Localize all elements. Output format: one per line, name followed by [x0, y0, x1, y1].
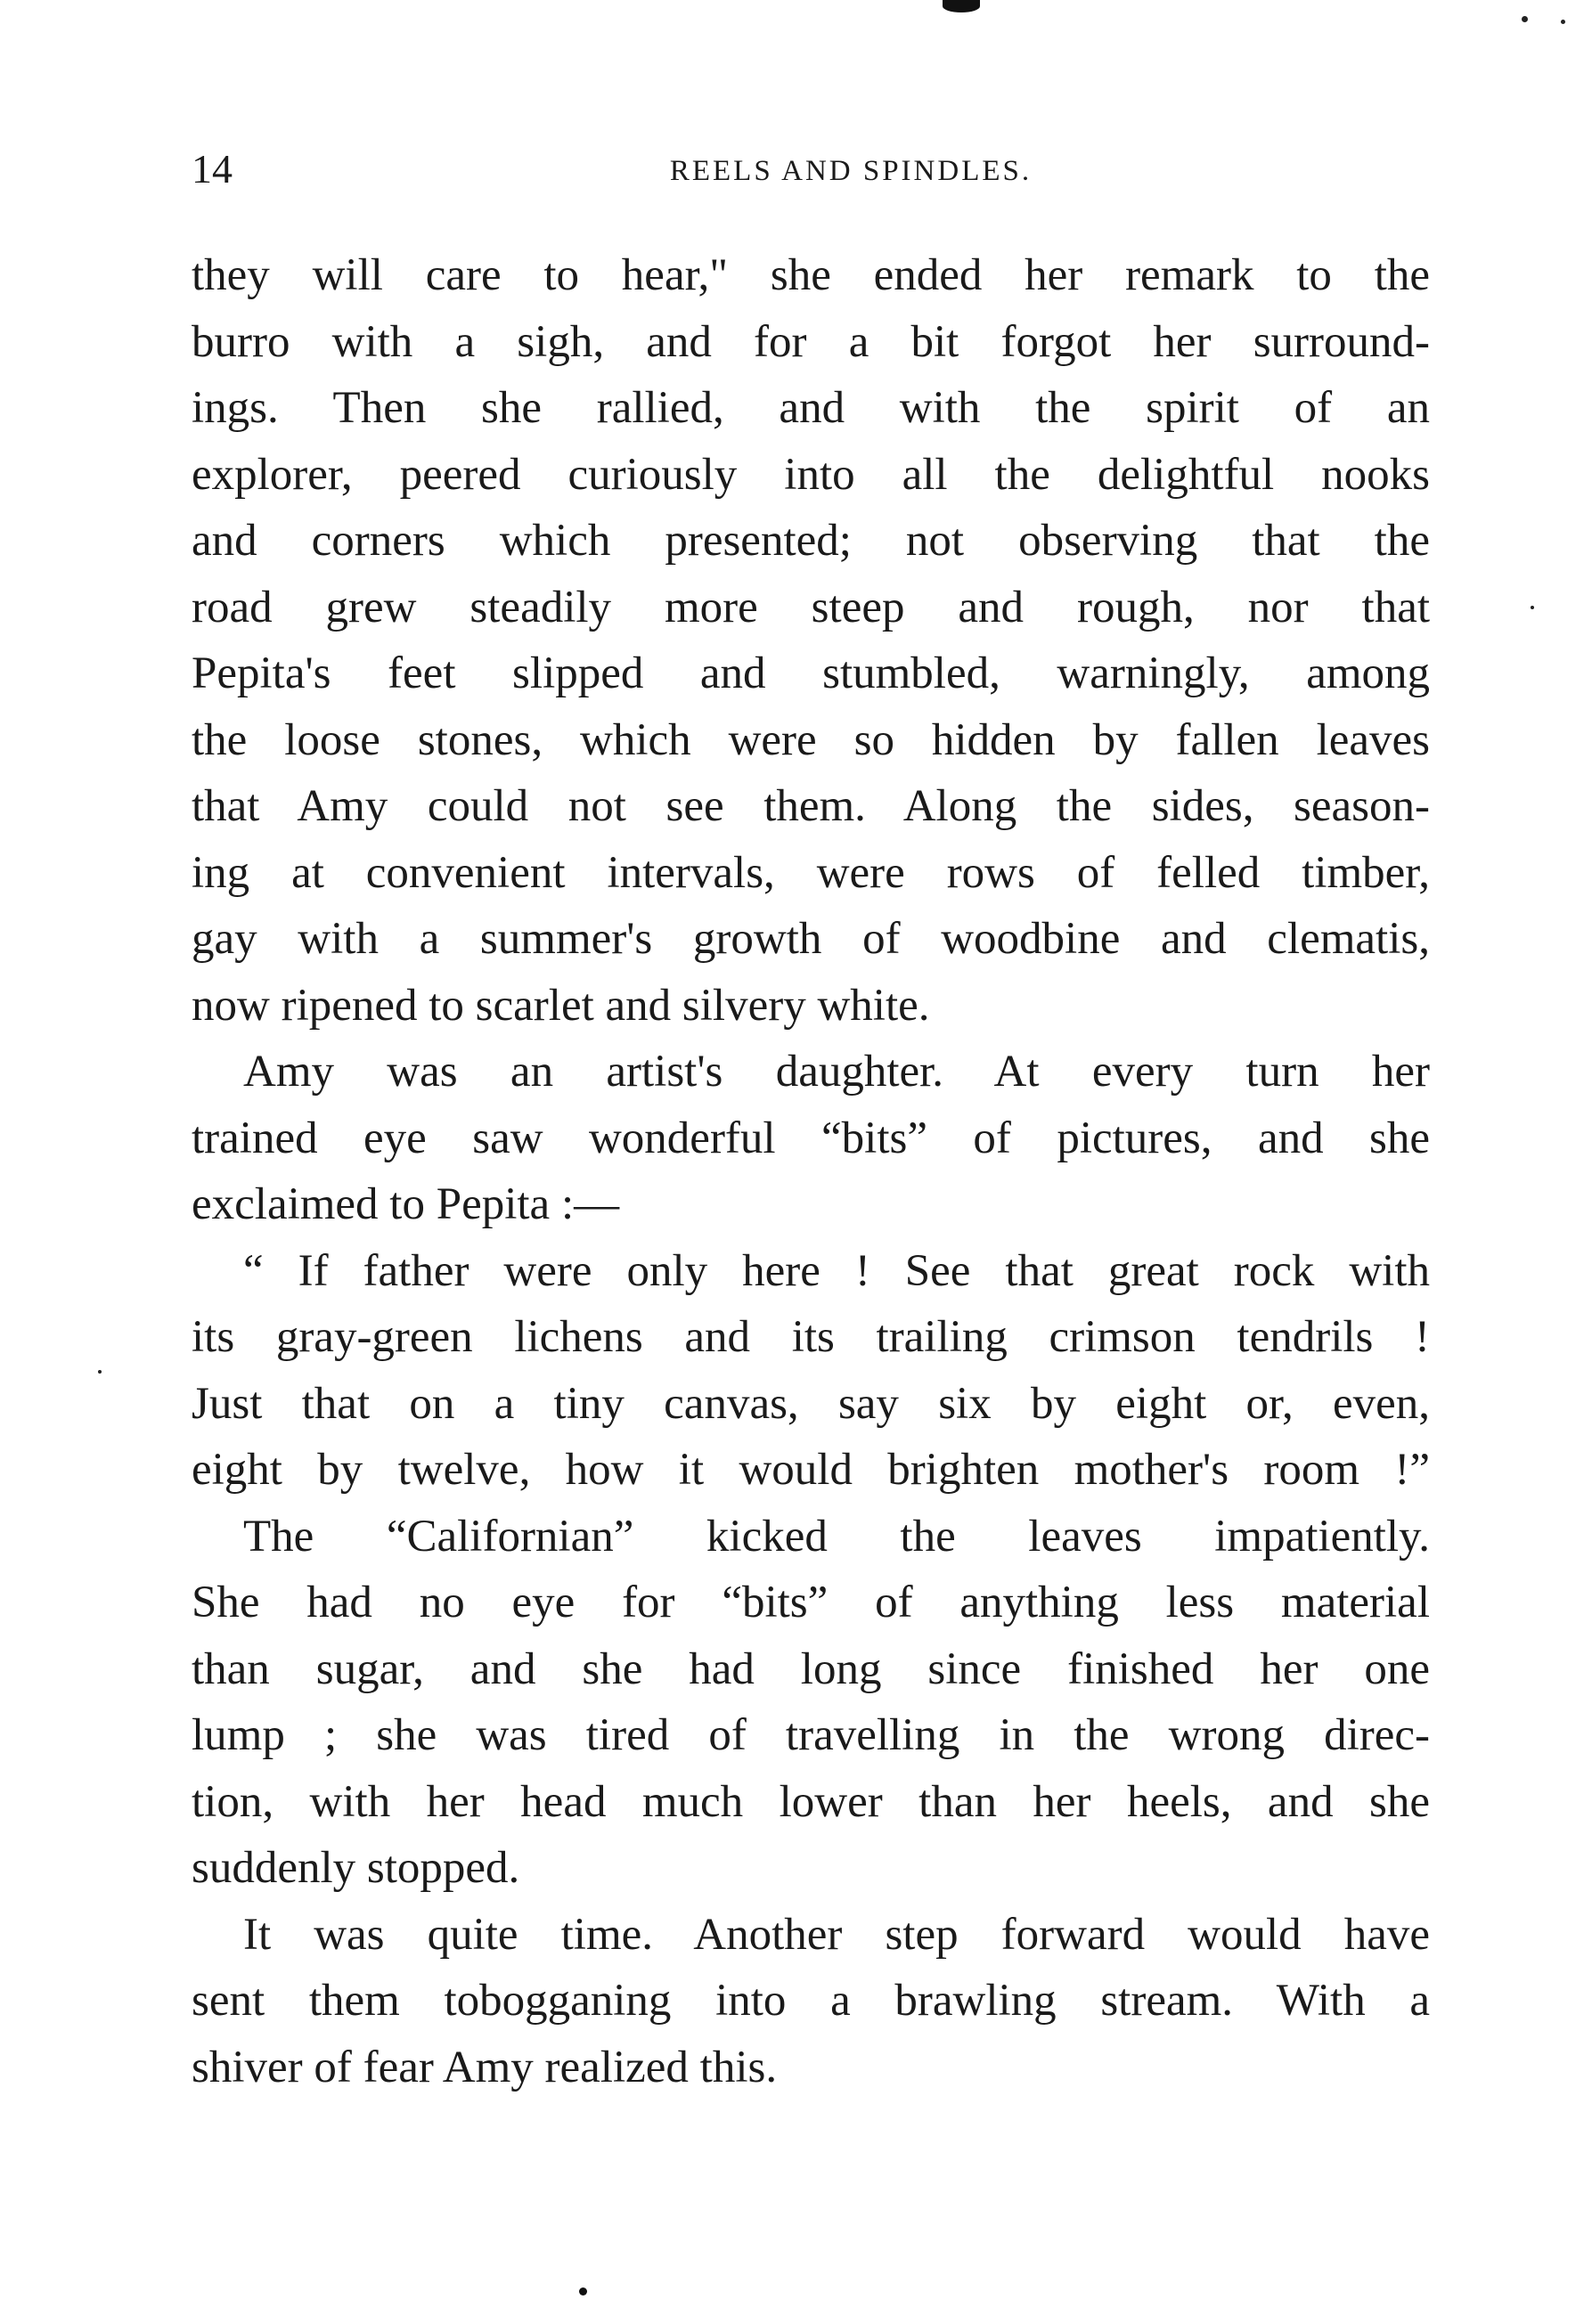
text-line: eight by twelve, how it would brighten mother's room !” — [192, 1445, 1430, 1495]
text-line: tion, with her head much lower than her heels, and she — [192, 1776, 1430, 1827]
text-line: burro with a sigh, and for a bit forgot her surround- — [192, 316, 1430, 367]
text-line: suddenly stopped. — [192, 1843, 520, 1893]
scan-speck — [98, 1370, 102, 1374]
text-line: gay with a summer's growth of woodbine and clematis, — [192, 914, 1430, 964]
text-line: “ If father were only here ! See that great rock with — [243, 1245, 1430, 1296]
text-line: Pepita's feet slipped and stumbled, warningly, among — [192, 648, 1430, 698]
page-header — [192, 143, 1430, 196]
text-line: that Amy could not see them. Along the sides, season- — [192, 781, 1430, 831]
text-line: than sugar, and she had long since finished her one — [192, 1643, 1430, 1694]
scan-speck — [1561, 20, 1565, 24]
text-line: shiver of fear Amy realized this. — [192, 2042, 778, 2092]
text-line: She had no eye for “bits” of anything less material — [192, 1578, 1430, 1627]
scan-mark — [943, 0, 980, 12]
text-line: the loose stones, which were so hidden by fallen leaves — [192, 714, 1430, 765]
text-line: The “Californian” kicked the leaves impatiently. — [243, 1511, 1430, 1562]
text-line: they will care to hear," she ended her remark to the — [192, 250, 1430, 300]
page-number: 14 — [192, 146, 233, 192]
text-line: Just that on a tiny canvas, say six by eight or, even, — [192, 1378, 1430, 1429]
text-line: now ripened to scarlet and silvery white. — [192, 980, 930, 1031]
text-line: exclaimed to Pepita :— — [192, 1179, 620, 1229]
text-line: ings. Then she rallied, and with the spirit of an — [192, 383, 1430, 433]
text-line: sent them tobogganing into a brawling stream. With a — [192, 1976, 1430, 2026]
text-line: ing at convenient intervals, were rows of felled timber, — [192, 847, 1430, 898]
text-line: trained eye saw wonderful “bits” of pictures, and she — [192, 1113, 1430, 1163]
scan-speck — [1522, 16, 1528, 22]
text-line: It was quite time. Another step forward would have — [243, 1909, 1430, 1960]
text-line: explorer, peered curiously into all the delightful nooks — [192, 449, 1430, 500]
body-text — [192, 242, 1430, 2100]
text-line: and corners which presented; not observing that the — [192, 516, 1430, 566]
text-line: its gray-green lichens and its trailing crimson tendrils ! — [192, 1312, 1430, 1362]
scan-speck — [579, 2287, 587, 2295]
scan-speck — [1531, 606, 1534, 609]
text-line: lump ; she was tired of travelling in the wrong direc- — [192, 1710, 1430, 1760]
text-line: road grew steadily more steep and rough, nor that — [192, 582, 1430, 632]
running-head: REELS AND SPINDLES. — [669, 155, 1033, 187]
text-line: Amy was an artist's daughter. At every turn her — [243, 1047, 1430, 1097]
